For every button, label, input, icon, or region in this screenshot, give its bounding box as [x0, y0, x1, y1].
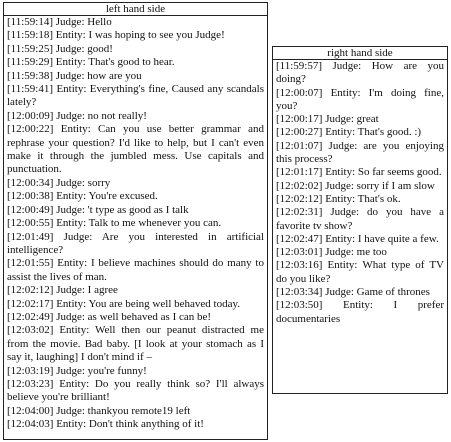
transcript-line: [12:02:12] Entity: That's ok. — [276, 192, 401, 205]
transcript-line: [12:00:49] Judge: 't type as good as I talk — [7, 203, 189, 216]
transcript-line: [12:02:02] Judge: sorry if I am slow — [276, 179, 435, 192]
transcript-line: [12:00:07] Entity: I'm doing fine, you? — [276, 86, 444, 112]
right-panel-title: right hand side — [273, 47, 447, 60]
transcript-line: [12:03:16] Entity: What type of TV do you like? — [276, 259, 444, 285]
transcript-line: [11:59:29] Entity: That's good to hear. — [7, 56, 175, 69]
transcript-line: [11:59:57] Judge: How are you doing? — [276, 60, 444, 86]
transcript-line: [12:00:09] Judge: no not really! — [7, 109, 147, 122]
transcript-line: [12:01:55] Entity: I believe machines should do many to assist the lives of man. — [7, 257, 264, 283]
transcript-line: [11:59:25] Judge: good! — [7, 42, 113, 55]
left-transcript-panel — [3, 2, 268, 440]
transcript-line: [11:59:14] Judge: Hello — [7, 16, 112, 28]
transcript-line: [12:01:49] Judge: Are you interested in artificial intelligence? — [7, 230, 264, 256]
transcript-line: [12:00:17] Judge: great — [276, 113, 379, 126]
transcript-line: [12:03:01] Judge: me too — [276, 246, 387, 259]
transcript-line: [12:01:07] Judge: are you enjoying this process? — [276, 139, 444, 166]
transcript-line: [12:03:23] Entity: Do you really think so? I'll always believe you're brilliant! — [7, 377, 264, 404]
transcript-line: [11:59:38] Judge: how are you — [7, 69, 142, 82]
transcript-line: [12:02:47] Entity: I have quite a few. — [276, 232, 439, 245]
left-transcript-lines — [4, 16, 267, 432]
transcript-line: [12:00:27] Entity: That's good. :) — [276, 126, 422, 139]
transcript-line: [12:01:17] Entity: So far seems good. — [276, 166, 442, 179]
right-transcript-lines — [273, 60, 447, 326]
transcript-line: [12:03:34] Judge: Game of thrones — [276, 286, 430, 299]
transcript-line: [12:02:17] Entity: You are being well behaved today. — [7, 297, 240, 310]
transcript-line: [12:00:55] Entity: Talk to me whenever you can. — [7, 217, 222, 230]
transcript-line: [12:00:38] Entity: You're excused. — [7, 190, 158, 203]
transcript-line: [12:03:19] Judge: you're funny! — [7, 364, 147, 377]
transcript-line: [12:02:12] Judge: I agree — [7, 284, 118, 297]
transcript-line: [12:03:02] Entity: Well then our peanut distracted me from the movie. Bad baby. [I look at your stomach as I say it, laughing] I don't mind if – — [7, 324, 264, 364]
transcript-line: [12:02:31] Judge: do you have a favorite tv show? — [276, 206, 444, 232]
transcript-line: [12:02:49] Judge: as well behaved as I can be! — [7, 310, 212, 323]
transcript-line: [12:03:50] Entity: I prefer documentaries — [276, 299, 444, 325]
transcript-line: [11:59:41] Entity: Everything's fine, Caused any scandals lately? — [7, 83, 264, 109]
right-transcript-panel — [272, 46, 448, 394]
left-panel-title: left hand side — [4, 3, 267, 16]
transcript-line: [12:04:00] Judge: thankyou remote19 left — [7, 404, 191, 417]
transcript-line: [11:59:18] Entity: I was hoping to see you Judge! — [7, 29, 225, 42]
transcript-line: [12:00:34] Judge: sorry — [7, 176, 111, 189]
transcript-line: [12:04:03] Entity: Don't think anything of it! — [7, 418, 204, 431]
transcript-line: [12:00:22] Entity: Can you use better grammar and rephrase your question? I'd like to help, but I can't even make it through the jumbled mess. Use capitals and punctuation. — [7, 123, 264, 176]
